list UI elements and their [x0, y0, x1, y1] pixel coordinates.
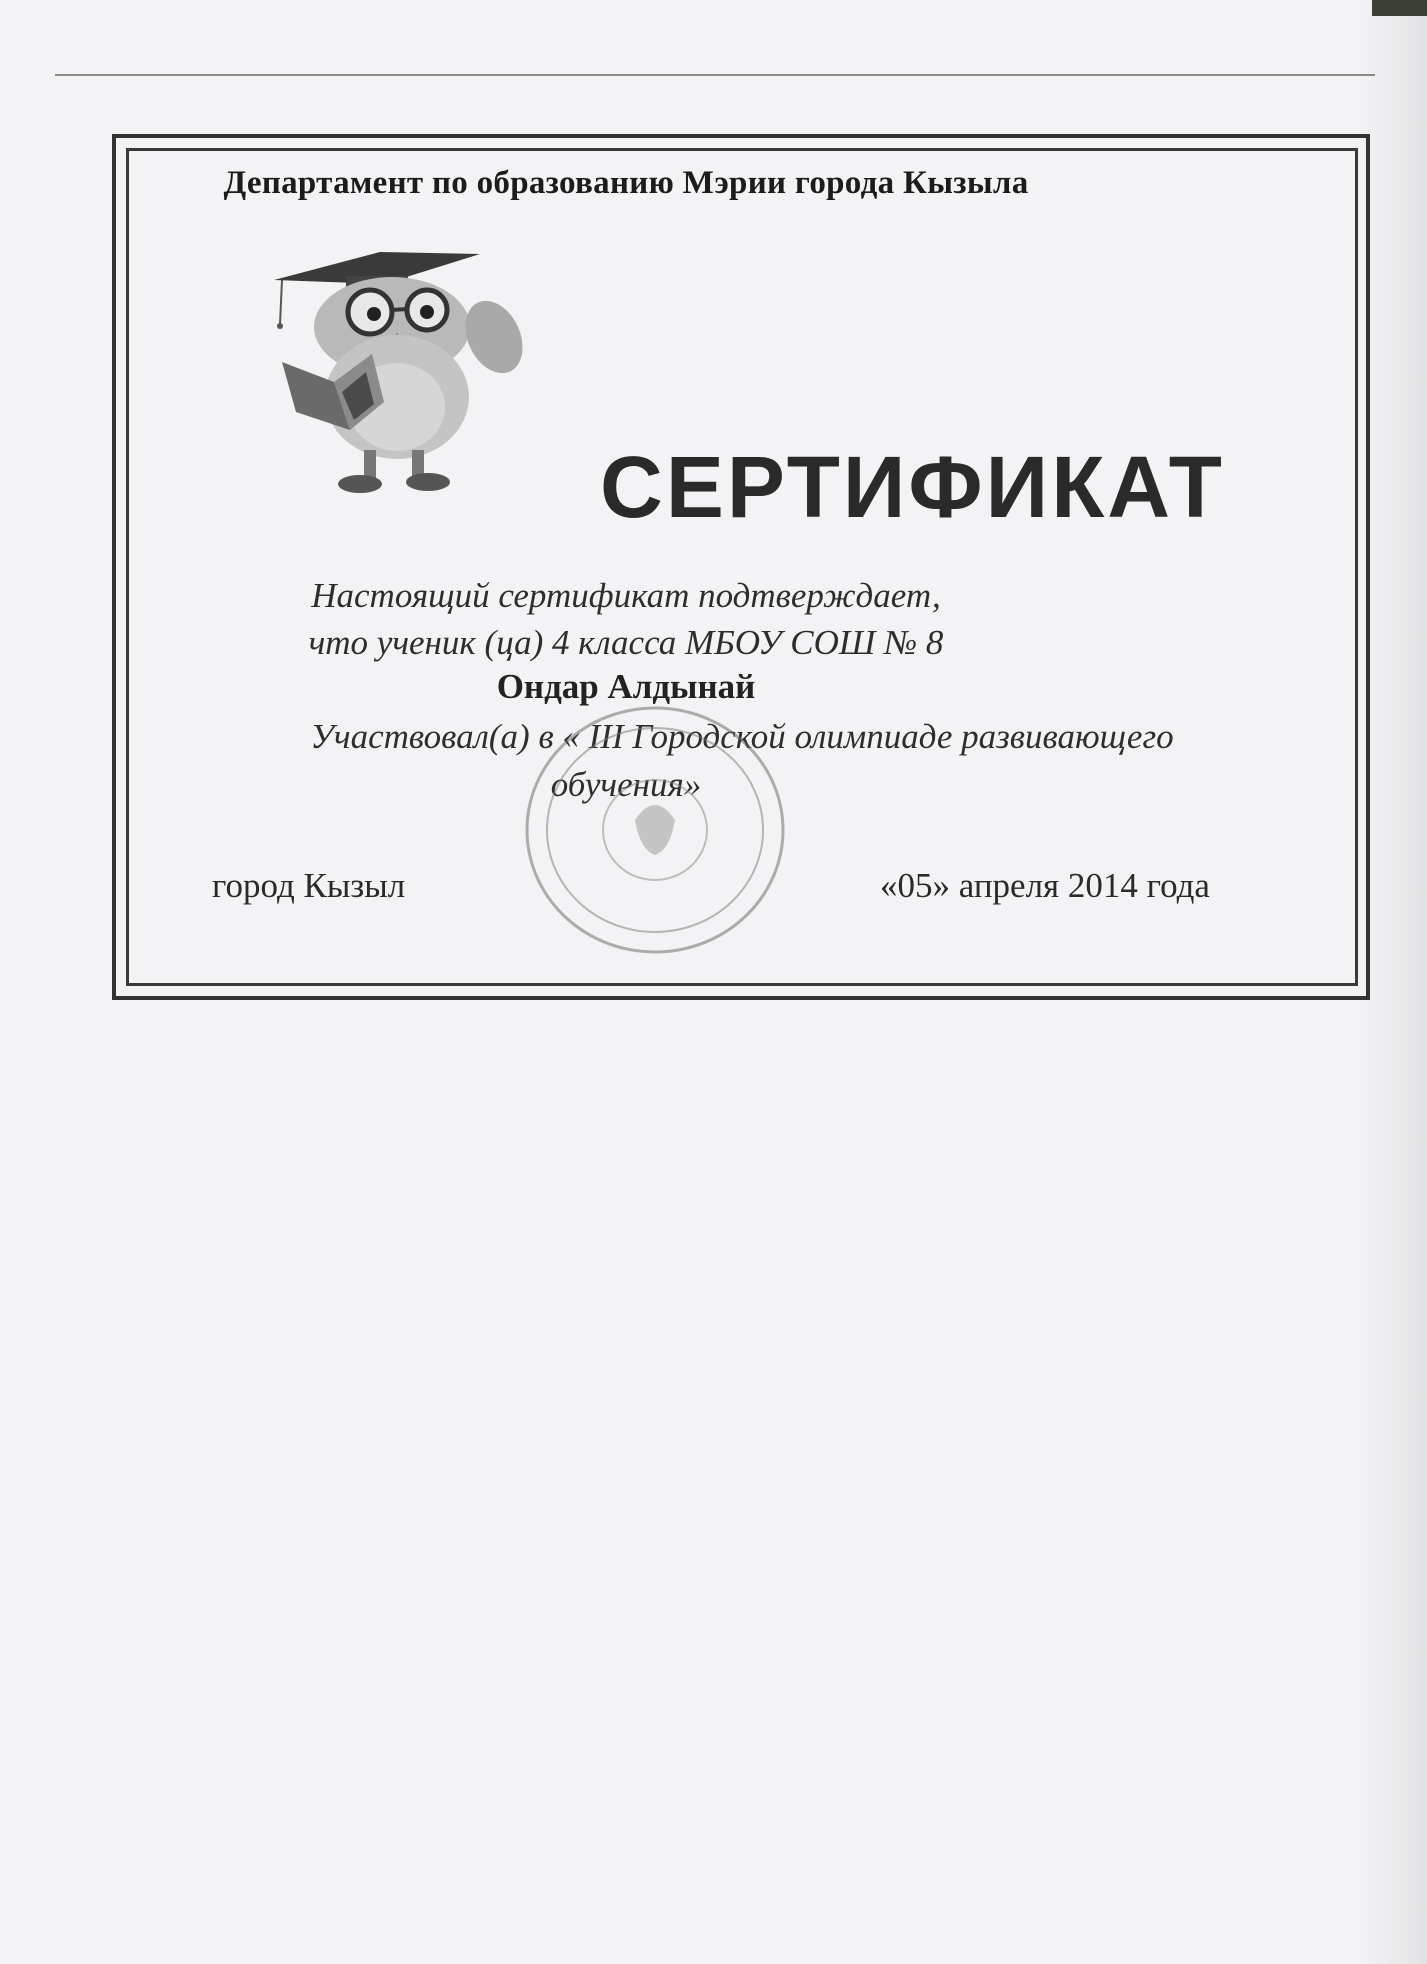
department-title: Департамент по образованию Мэрии города Кызыла	[223, 165, 1029, 201]
scan-corner	[1372, 0, 1427, 16]
top-rule	[55, 74, 1375, 76]
owl-icon	[262, 232, 562, 512]
certificate-text-line-4: Участвовал(а) в « III Городской олимпиаде развивающего	[310, 717, 1174, 756]
student-name: Ондар Алдынай	[496, 667, 756, 706]
certificate-text-line-1: Настоящий сертификат подтверждает,	[311, 576, 941, 615]
certificate-title: СЕРТИФИКАТ	[600, 439, 1225, 536]
stamp-icon	[520, 700, 790, 960]
issue-date: «05» апреля 2014 года	[880, 866, 1210, 905]
certificate-text-line-2: что ученик (ца) 4 класса МБОУ СОШ № 8	[308, 623, 944, 662]
certificate-text-line-5: обучения»	[550, 765, 702, 804]
city-label: город Кызыл	[212, 866, 406, 905]
